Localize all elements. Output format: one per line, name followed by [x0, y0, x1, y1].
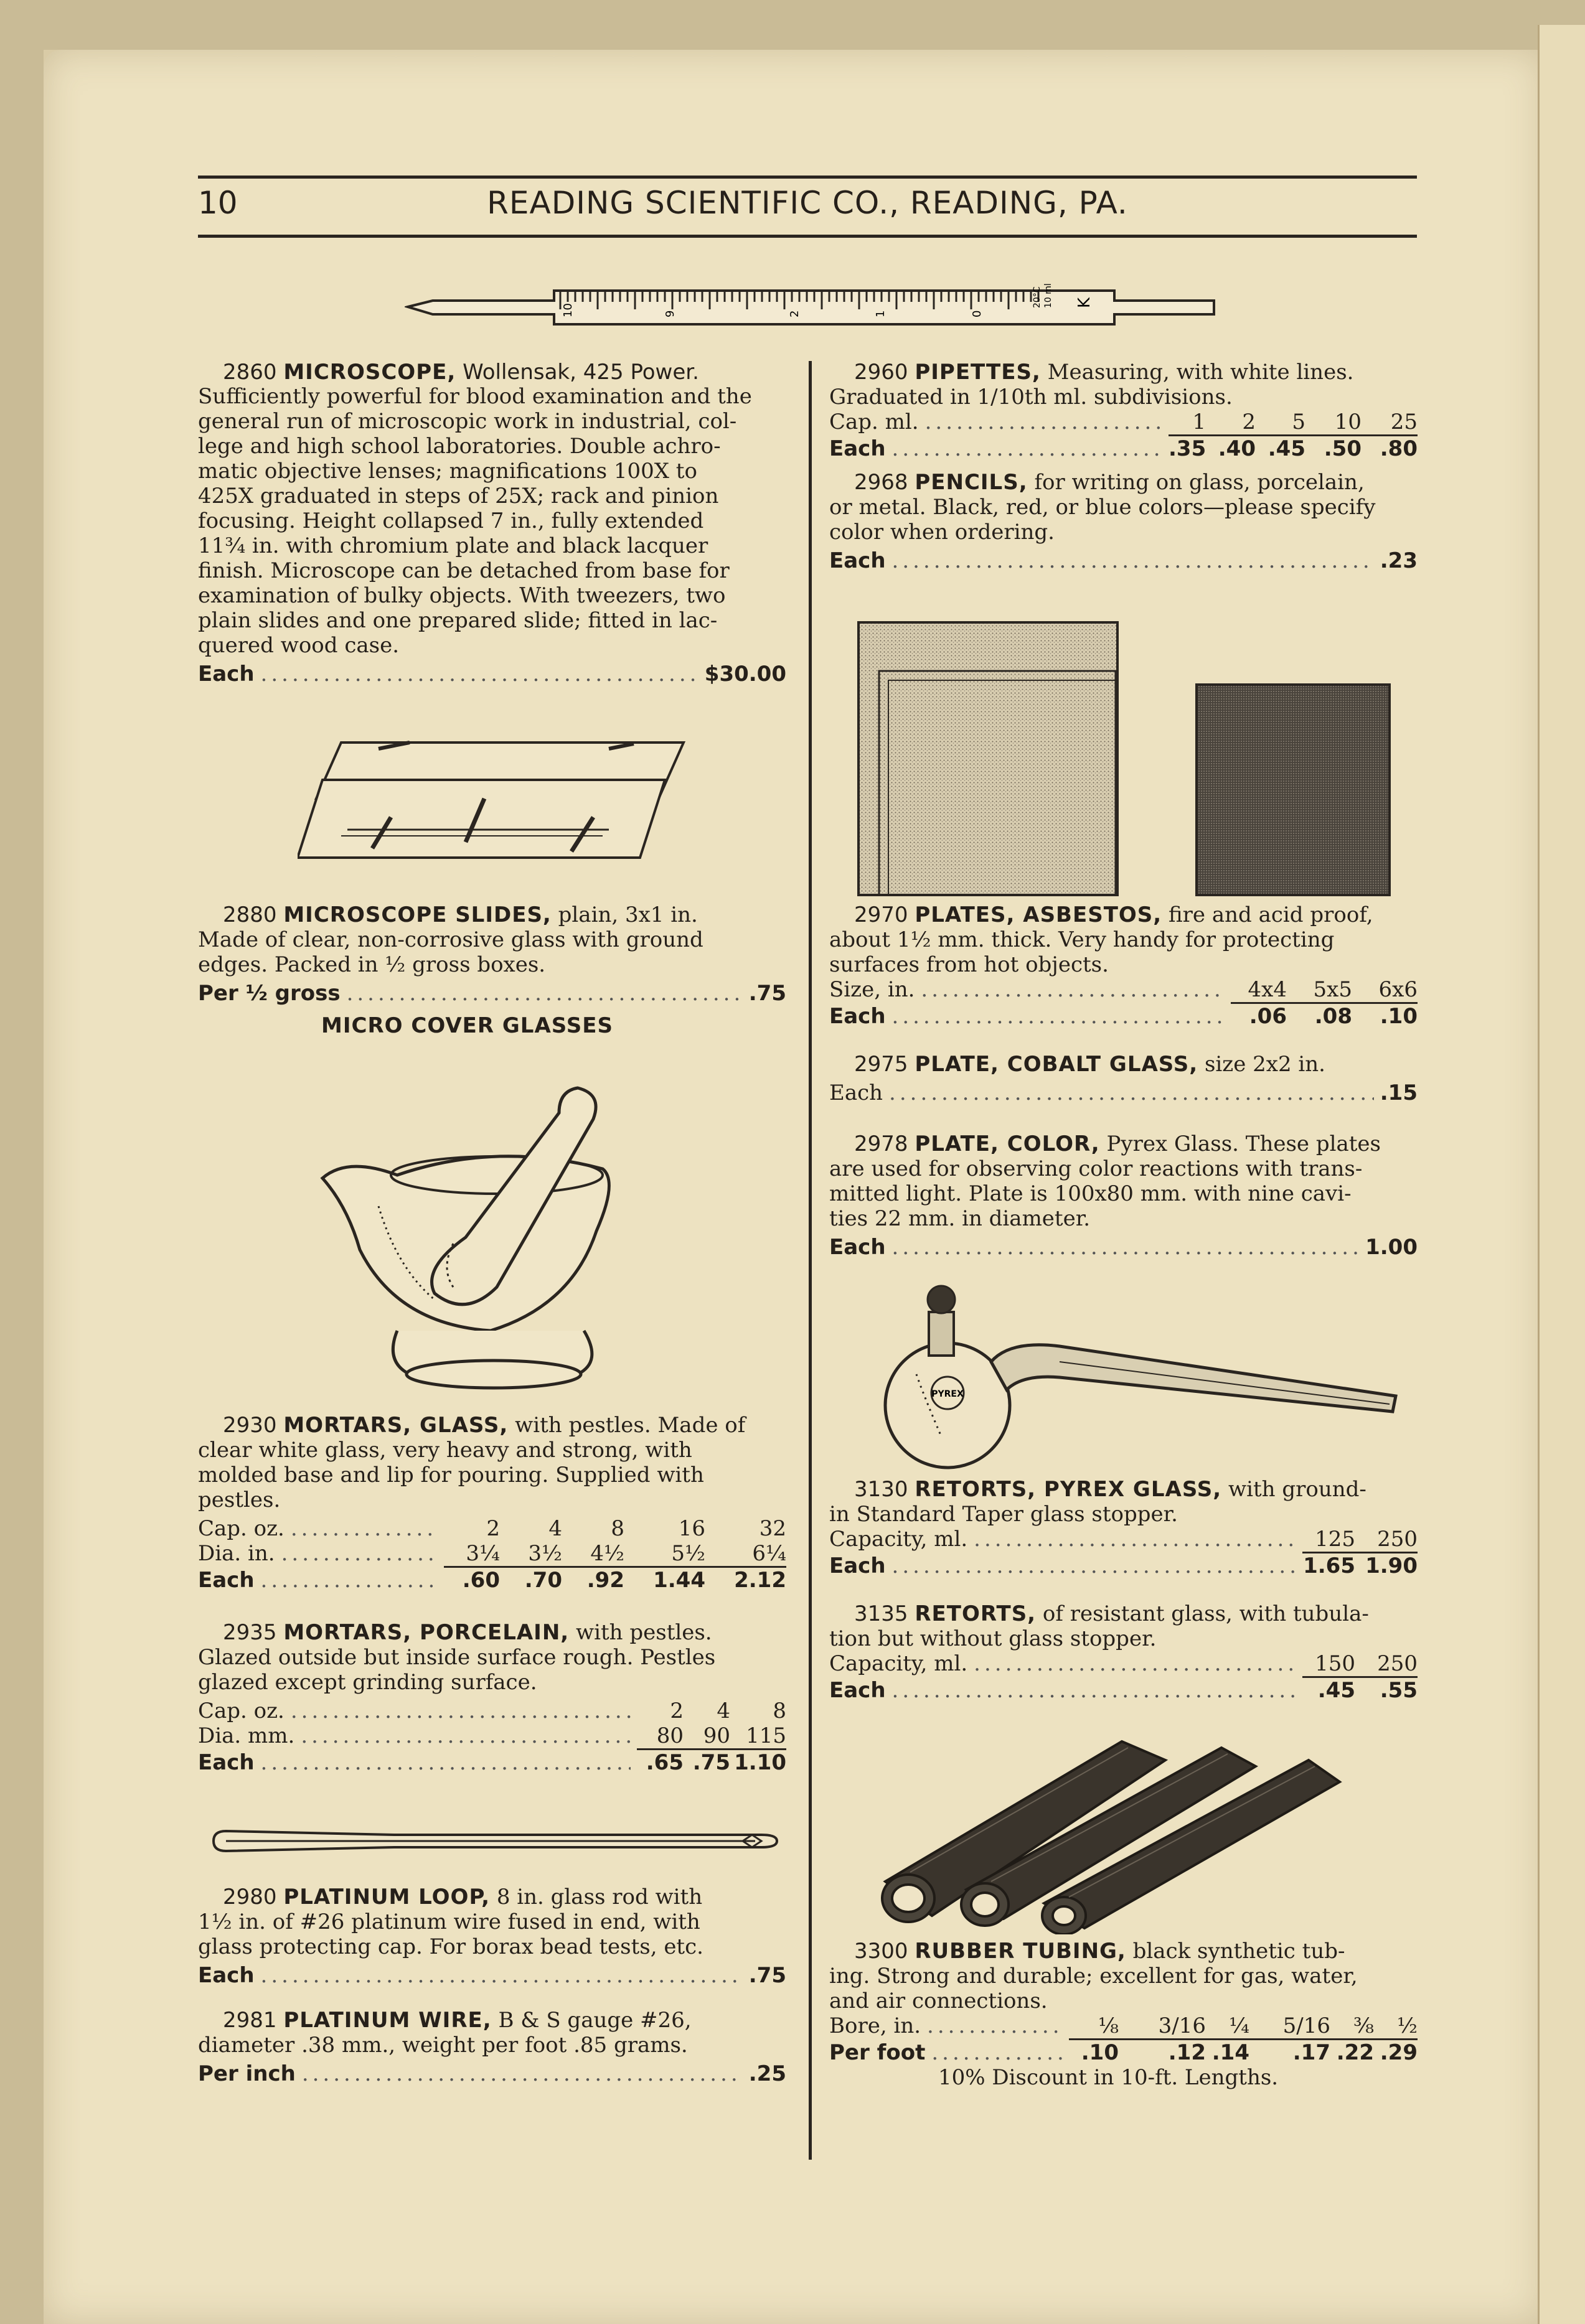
item-2978-color-plate — [829, 1132, 1418, 1260]
price-value: 1.00 — [1365, 1235, 1418, 1260]
value-cell: ⅜ — [1353, 2013, 1374, 2038]
desc-line: glass protecting cap. For borax bead tests, etc. — [198, 1934, 703, 1959]
price-cell: .80 — [1380, 436, 1418, 461]
price-label: Each — [829, 1235, 886, 1260]
item-number: 2980 — [223, 1885, 277, 1909]
item-2970-asbestos — [829, 902, 1418, 1029]
price-cell: .60 — [462, 1568, 500, 1593]
item-title: PLATE, COBALT GLASS, — [915, 1052, 1198, 1077]
price-row — [829, 1080, 1418, 1105]
value-cell: 3¼ — [466, 1541, 500, 1566]
item-3300-rubber-tubing — [829, 1939, 1418, 2090]
item-number: 2930 — [223, 1413, 277, 1438]
item-2960-pipettes — [829, 360, 1418, 461]
price-row — [829, 2040, 1418, 2065]
price-label: Each — [829, 1553, 886, 1578]
row-values — [444, 1568, 786, 1593]
item-number: 2978 — [854, 1132, 908, 1156]
row-values — [1231, 1004, 1418, 1029]
item-title: MICROSCOPE SLIDES, — [283, 902, 552, 927]
value-cell: 5/16 — [1282, 2013, 1330, 2038]
price-value: .15 — [1380, 1080, 1418, 1105]
item-number: 2975 — [854, 1052, 908, 1077]
value-cell: 90 — [703, 1723, 730, 1748]
price-cell: .10 — [1380, 1004, 1418, 1029]
value-cell: 6¼ — [752, 1541, 786, 1566]
item-title: MICROSCOPE, — [283, 360, 456, 385]
price-cell: .55 — [1380, 1678, 1418, 1703]
price-cell: .92 — [586, 1568, 624, 1593]
desc-line: Glazed outside but inside surface rough. Pestles — [198, 1645, 716, 1670]
row-values — [444, 1516, 786, 1541]
price-label: Each — [198, 662, 255, 686]
value-cell: 2 — [670, 1698, 684, 1723]
item-3130-retort-pyrex — [829, 1477, 1418, 1578]
pipette-mark-1: 1 — [874, 310, 887, 317]
value-cell: 250 — [1377, 1651, 1418, 1676]
price-label: Each — [829, 1080, 883, 1105]
item-number: 3130 — [854, 1477, 908, 1502]
desc-line: tion but without glass stopper. — [829, 1626, 1157, 1651]
price-label: Each — [829, 548, 886, 573]
discount-note: 10% Discount in 10-ft. Lengths. — [938, 2065, 1279, 2090]
price-cell: .22 — [1336, 2040, 1374, 2065]
desc-line: about 1½ mm. thick. Very handy for protecting — [829, 927, 1335, 952]
desc-line: color when ordering. — [829, 520, 1055, 545]
right-column — [829, 360, 1418, 2090]
desc-line: surfaces from hot objects. — [829, 952, 1109, 977]
price-cell: .10 — [1081, 2040, 1119, 2065]
price-cell: .65 — [646, 1750, 684, 1775]
price-row — [829, 1004, 1418, 1029]
item-number: 2860 — [223, 360, 277, 385]
row-values — [1302, 1651, 1418, 1678]
capacity-row — [198, 1516, 786, 1541]
price-cell: .50 — [1324, 436, 1362, 461]
desc-line: clear white glass, very heavy and strong, with — [198, 1438, 692, 1463]
cover-glasses-heading: MICRO COVER GLASSES — [321, 1013, 613, 1038]
column-divider — [809, 361, 812, 2160]
price-cell: .35 — [1169, 436, 1206, 461]
platinum-loop-illustration — [207, 1822, 799, 1860]
price-label: Each — [829, 1678, 886, 1703]
price-label: Per inch — [198, 2061, 296, 2086]
price-cell: 1.90 — [1365, 1553, 1418, 1578]
retort-illustration — [873, 1275, 1421, 1474]
desc-line: general run of microscopic work in industrial, col- — [198, 409, 737, 434]
price-cell: .08 — [1314, 1004, 1352, 1029]
desc-line: mitted light. Plate is 100x80 mm. with nine cavi- — [829, 1181, 1352, 1206]
desc-line: 11¾ in. with chromium plate and black lacquer — [198, 533, 708, 558]
desc-line: with ground- — [1228, 1477, 1366, 1502]
price-row — [198, 1750, 786, 1775]
value-cell: 5 — [1292, 410, 1305, 434]
item-3135-retort-tubula — [829, 1601, 1418, 1703]
desc-line: focusing. Height collapsed 7 in., fully extended — [198, 508, 704, 533]
desc-line: size 2x2 in. — [1204, 1052, 1325, 1077]
row-label: Dia. mm. — [198, 1723, 295, 1748]
price-row — [198, 981, 786, 1006]
page-header — [198, 176, 1417, 238]
item-title: PLATES, ASBESTOS, — [915, 902, 1162, 927]
item-number: 2968 — [854, 470, 908, 495]
row-label: Size, in. — [829, 977, 915, 1002]
pyrex-stamp: PYREX — [931, 1389, 964, 1399]
desc-line: B & S gauge #26, — [498, 2008, 692, 2033]
price-row — [829, 1235, 1418, 1260]
desc-line: Graduated in 1/10th ml. subdivisions. — [829, 385, 1233, 410]
row-values — [1069, 2040, 1418, 2065]
item-title: PIPETTES, — [915, 360, 1041, 385]
item-number: 3135 — [854, 1601, 908, 1626]
price-row — [829, 1678, 1418, 1703]
row-values — [1069, 2013, 1418, 2040]
value-cell: 115 — [746, 1723, 786, 1748]
value-cell: ½ — [1397, 2013, 1418, 2038]
row-values — [444, 1541, 786, 1568]
item-number: 2880 — [223, 902, 277, 927]
price-cell: 1.44 — [653, 1568, 705, 1593]
item-title: MORTARS, GLASS, — [283, 1413, 509, 1438]
next-page-edge — [1538, 25, 1585, 2324]
price-value: $30.00 — [704, 662, 786, 686]
price-row — [198, 2061, 786, 2086]
price-cell: 1.65 — [1303, 1553, 1355, 1578]
asbestos-plates-illustration — [857, 621, 1418, 901]
row-values — [637, 1750, 786, 1775]
price-cell: .17 — [1292, 2040, 1330, 2065]
price-cell: .06 — [1249, 1004, 1287, 1029]
desc-line: in Standard Taper glass stopper. — [829, 1502, 1178, 1527]
item-title: PLATINUM WIRE, — [283, 2008, 492, 2033]
row-label: Dia. in. — [198, 1541, 275, 1566]
price-label: Each — [198, 1750, 255, 1775]
price-value: .75 — [748, 981, 786, 1006]
value-cell: ¼ — [1229, 2013, 1249, 2038]
desc-line: Made of clear, non-corrosive glass with ground — [198, 927, 703, 952]
desc-line: black synthetic tub- — [1132, 1939, 1345, 1964]
desc-line: matic objective lenses; magnifications 100X to — [198, 459, 697, 484]
desc-line: diameter .38 mm., weight per foot .85 grams. — [198, 2033, 688, 2058]
desc-line: molded base and lip for pouring. Supplied with — [198, 1463, 704, 1488]
page-number: 10 — [198, 185, 238, 221]
desc-line: examination of bulky objects. With tweezers, two — [198, 583, 726, 608]
row-label: Cap. ml. — [829, 410, 919, 434]
pipette-mark-0: 0 — [971, 310, 984, 317]
row-label: Cap. oz. — [198, 1516, 285, 1541]
desc-line: finish. Microscope can be detached from base for — [198, 558, 730, 583]
item-2935-mortars-porcelain — [198, 1620, 786, 1775]
row-label: Capacity, ml. — [829, 1651, 968, 1676]
pipette-illustration — [405, 283, 1220, 333]
price-row — [198, 662, 786, 686]
diameter-row — [198, 1541, 786, 1568]
price-value: .23 — [1380, 548, 1418, 573]
desc-line: lege and high school laboratories. Double achro- — [198, 434, 721, 459]
item-number: 2960 — [854, 360, 908, 385]
capacity-row — [829, 1527, 1418, 1553]
value-cell: 250 — [1377, 1527, 1418, 1552]
diameter-row — [198, 1723, 786, 1750]
item-2981-platinum-wire — [198, 2008, 786, 2086]
capacity-row — [198, 1698, 786, 1723]
item-2980-platinum-loop — [198, 1885, 786, 1988]
row-label: Bore, in. — [829, 2013, 921, 2038]
pipette-label-k: K — [1075, 297, 1094, 308]
desc-line: Sufficiently powerful for blood examination and the — [198, 384, 752, 409]
price-cell: .45 — [1268, 436, 1305, 461]
value-cell: 3/16 — [1158, 2013, 1206, 2038]
price-cell: 1.10 — [734, 1750, 786, 1775]
item-2975-cobalt — [829, 1052, 1418, 1105]
bore-row — [829, 2013, 1418, 2040]
value-cell: 10 — [1334, 410, 1362, 434]
pipette-label-temp: 20°C — [1032, 286, 1042, 308]
price-cell: .12 — [1168, 2040, 1206, 2065]
price-cell: .75 — [692, 1750, 730, 1775]
value-cell: 5x5 — [1313, 977, 1352, 1002]
row-values — [1302, 1553, 1418, 1578]
running-head: READING SCIENTIFIC CO., READING, PA. — [487, 185, 1128, 221]
item-title: PENCILS, — [915, 470, 1028, 495]
price-cell: .70 — [524, 1568, 562, 1593]
desc-line: Measuring, with white lines. — [1047, 360, 1354, 385]
pipette-mark-2: 2 — [788, 310, 801, 317]
price-value: .75 — [748, 1963, 786, 1988]
item-title: RETORTS, — [915, 1601, 1037, 1626]
pipette-label-ml: 10 ml — [1043, 283, 1053, 308]
desc-line: Pyrex Glass. These plates — [1106, 1132, 1381, 1156]
desc-line: glazed except grinding surface. — [198, 1670, 537, 1695]
desc-line: are used for observing color reactions with trans- — [829, 1156, 1363, 1181]
value-cell: ⅛ — [1098, 2013, 1119, 2038]
value-cell: 1 — [1192, 410, 1206, 434]
row-values — [1231, 977, 1418, 1004]
item-2860-microscope — [198, 360, 786, 686]
price-row — [829, 1553, 1418, 1578]
row-values — [637, 1723, 786, 1750]
desc-line: edges. Packed in ½ gross boxes. — [198, 952, 546, 977]
desc-line: pestles. — [198, 1488, 281, 1512]
price-label: Each — [198, 1568, 255, 1593]
desc-line: 8 in. glass rod with — [496, 1885, 703, 1909]
desc-line: or metal. Black, red, or blue colors—please specify — [829, 495, 1376, 520]
desc-line: 1½ in. of #26 platinum wire fused in end, with — [198, 1909, 700, 1934]
desc-line: with pestles. — [576, 1620, 712, 1645]
price-cell: .29 — [1380, 2040, 1418, 2065]
price-label: Each — [198, 1963, 255, 1988]
item-2968-pencils — [829, 470, 1418, 573]
row-values — [1302, 1527, 1418, 1553]
glass-mortar-illustration — [310, 1082, 671, 1405]
left-column — [198, 360, 786, 2086]
desc-line: ing. Strong and durable; excellent for gas, water, — [829, 1964, 1358, 1989]
price-row — [829, 548, 1418, 573]
description — [198, 384, 786, 658]
price-value: .25 — [748, 2061, 786, 2086]
value-cell: 2 — [486, 1516, 500, 1541]
rubber-tubing-illustration — [873, 1723, 1383, 1934]
desc-line: with pestles. Made of — [515, 1413, 746, 1438]
row-values — [637, 1698, 786, 1723]
desc-line: plain slides and one prepared slide; fitted in lac- — [198, 608, 718, 633]
price-label: Each — [829, 436, 886, 461]
value-cell: 3½ — [528, 1541, 562, 1566]
price-cell: .40 — [1218, 436, 1256, 461]
item-title: PLATINUM LOOP, — [283, 1885, 491, 1909]
item-number: 2935 — [223, 1620, 277, 1645]
desc-line: for writing on glass, porcelain, — [1034, 470, 1365, 495]
capacity-row — [829, 410, 1418, 436]
desc-line: of resistant glass, with tubula- — [1042, 1601, 1369, 1626]
value-cell: 5½ — [671, 1541, 705, 1566]
size-row — [829, 977, 1418, 1004]
row-values — [1169, 410, 1418, 436]
item-title: PLATE, COLOR, — [915, 1132, 1100, 1156]
item-number: 2981 — [223, 2008, 277, 2033]
row-values — [1169, 436, 1418, 461]
value-cell: 8 — [773, 1698, 786, 1723]
desc-line: quered wood case. — [198, 633, 400, 658]
item-2880-slides — [198, 902, 786, 1038]
value-cell: 16 — [678, 1516, 705, 1541]
desc-line: ties 22 mm. in diameter. — [829, 1206, 1091, 1231]
item-title: MORTARS, PORCELAIN, — [283, 1620, 570, 1645]
desc-line: fire and acid proof, — [1169, 902, 1373, 927]
value-cell: 4 — [548, 1516, 562, 1541]
desc-line: Wollensak, 425 Power. — [463, 360, 699, 385]
price-label: Each — [829, 1004, 886, 1029]
value-cell: 6x6 — [1378, 977, 1418, 1002]
row-values — [1302, 1678, 1418, 1703]
pipette-mark-10: 10 — [562, 303, 575, 317]
value-cell: 4x4 — [1248, 977, 1287, 1002]
price-label: Per foot — [829, 2040, 926, 2065]
price-row — [829, 436, 1418, 461]
item-2930-mortars-glass — [198, 1413, 786, 1593]
capacity-row — [829, 1651, 1418, 1678]
desc-line: plain, 3x1 in. — [558, 902, 698, 927]
item-title: RETORTS, PYREX GLASS, — [915, 1477, 1222, 1502]
value-cell: 32 — [759, 1516, 786, 1541]
price-row — [198, 1568, 786, 1593]
item-title: RUBBER TUBING, — [915, 1939, 1126, 1964]
value-cell: 4½ — [590, 1541, 624, 1566]
price-cell: 2.12 — [734, 1568, 786, 1593]
value-cell: 125 — [1315, 1527, 1355, 1552]
value-cell: 25 — [1390, 410, 1418, 434]
microscope-slides-illustration — [298, 730, 702, 873]
row-label: Capacity, ml. — [829, 1527, 968, 1552]
price-row — [198, 1963, 786, 1988]
desc-line: 425X graduated in steps of 25X; rack and pinion — [198, 484, 719, 508]
price-cell: .45 — [1317, 1678, 1355, 1703]
price-cell: .14 — [1211, 2040, 1249, 2065]
item-number: 3300 — [854, 1939, 908, 1964]
value-cell: 4 — [717, 1698, 730, 1723]
value-cell: 80 — [656, 1723, 684, 1748]
value-cell: 150 — [1315, 1651, 1355, 1676]
pipette-mark-9: 9 — [664, 310, 677, 317]
value-cell: 8 — [611, 1516, 624, 1541]
row-label: Cap. oz. — [198, 1698, 285, 1723]
price-label: Per ½ gross — [198, 981, 341, 1006]
desc-line: and air connections. — [829, 1989, 1048, 2013]
value-cell: 2 — [1242, 410, 1256, 434]
item-number: 2970 — [854, 902, 908, 927]
